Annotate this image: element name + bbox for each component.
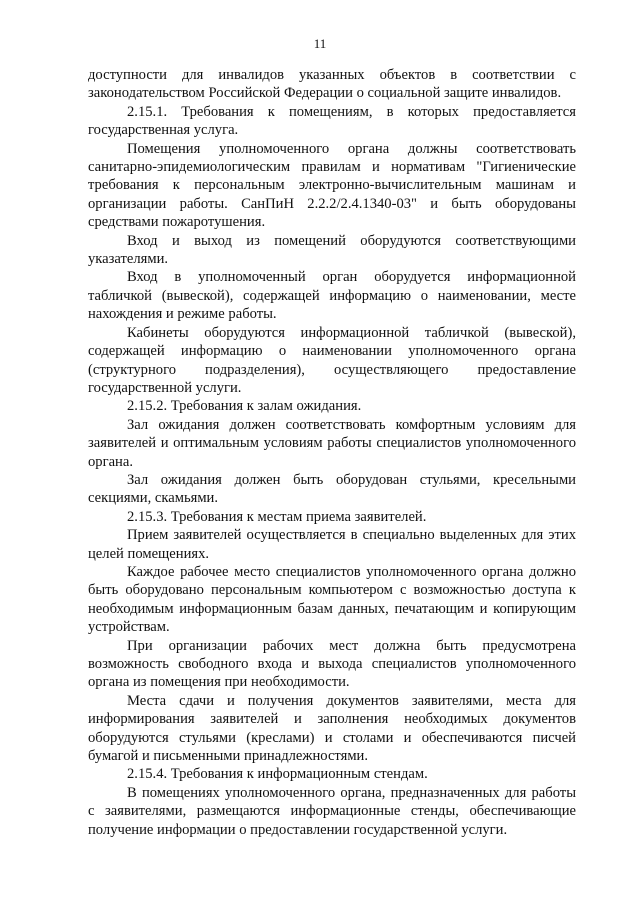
paragraph: Места сдачи и получения документов заявителями, места для информирования заявителей и заполнения необходимых документов оборудуются стульями (креслами) и столами и обеспечиваются писчей бумагой и письменными принадлежностями. <box>88 692 576 765</box>
paragraph: 2.15.4. Требования к информационным стендам. <box>127 766 428 783</box>
paragraph: Каждое рабочее место специалистов уполномоченного органа должно быть оборудовано персональным компьютером с возможностью доступа к необходимым информационным базам данных, печатающим и копирующим устройствам. <box>88 563 576 636</box>
page-number: 11 <box>313 36 327 51</box>
paragraph: В помещениях уполномоченного органа, предназначенных для работы с заявителями, размещаются информационные стенды, обеспечивающие получение информации о предоставлении государственной услуги. <box>88 784 576 838</box>
body-text <box>88 66 576 839</box>
paragraph: Вход и выход из помещений оборудуются соответствующими указателями. <box>88 232 576 268</box>
paragraph: Зал ожидания должен соответствовать комфортным условиям для заявителей и оптимальным условиям работы специалистов уполномоченного органа. <box>88 416 576 470</box>
paragraph: Зал ожидания должен быть оборудован стульями, кресельными секциями, скамьями. <box>88 471 576 507</box>
paragraph: 2.15.1. Требования к помещениям, в которых предоставляется государственная услуга. <box>88 103 576 139</box>
paragraph: Помещения уполномоченного органа должны соответствовать санитарно-эпидемиологическим правилам и нормативам "Гигиенические требования к персональным электронно-вычислительным машинам и организации работы. СанПиН 2.2.2/2.4.1340-03" и быть оборудованы средствами пожаротушения. <box>88 140 576 231</box>
paragraph: 2.15.3. Требования к местам приема заявителей. <box>127 508 427 525</box>
paragraph: доступности для инвалидов указанных объектов в соответствии с законодательством Российской Федерации о социальной защите инвалидов. <box>88 67 576 102</box>
paragraph: При организации рабочих мест должна быть предусмотрена возможность свободного входа и выхода специалистов уполномоченного органа из помещения при необходимости. <box>88 637 576 691</box>
paragraph: Кабинеты оборудуются информационной табличкой (вывеской), содержащей информацию о наименовании уполномоченного органа (структурного подразделения), осуществляющего предоставление государственной услуги. <box>88 324 576 396</box>
paragraph: 2.15.2. Требования к залам ожидания. <box>127 398 362 415</box>
paragraph: Вход в уполномоченный орган оборудуется информационной табличкой (вывеской), содержащей информацию о наименовании, месте нахождения и режиме работы. <box>88 269 576 323</box>
paragraph: Прием заявителей осуществляется в специально выделенных для этих целей помещениях. <box>88 527 576 562</box>
